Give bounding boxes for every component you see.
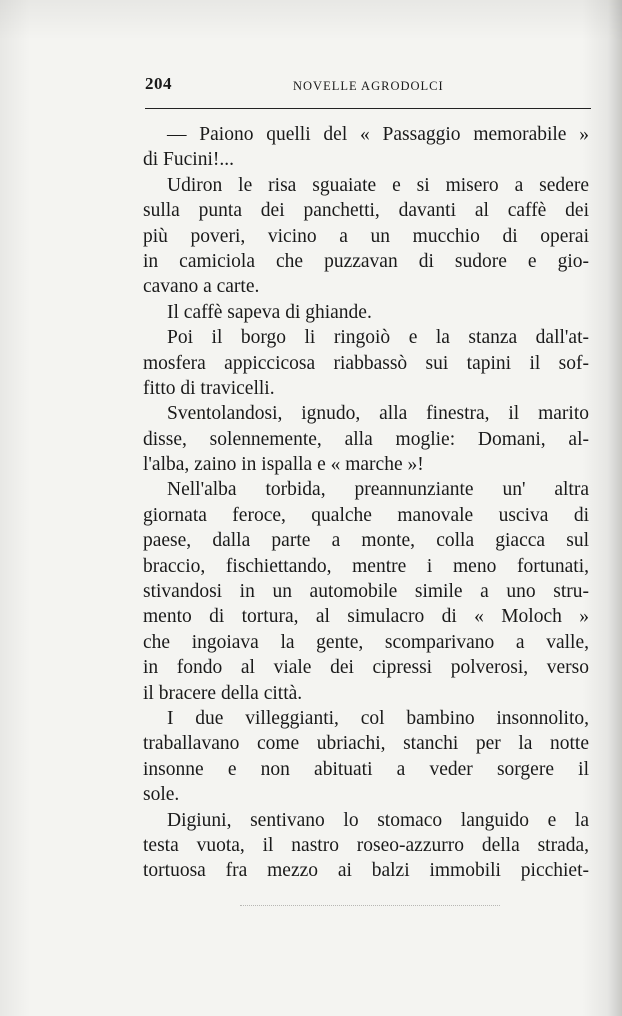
text-line: sulla punta dei panchetti, davanti al caffè dei: [143, 200, 589, 222]
header-rule: [145, 108, 591, 109]
text-line: cavano a carte.: [143, 276, 260, 298]
text-line: Udiron le risa sguaiate e si misero a sedere: [167, 174, 589, 196]
text-line: che ingoiava la gente, scomparivano a valle,: [143, 631, 589, 653]
text-line: sole.: [143, 784, 180, 806]
text-line: di Fucini!...: [143, 149, 234, 171]
text-line: stivandosi in un automobile simile a uno stru-: [143, 581, 589, 603]
text-line: braccio, fischiettando, mentre i meno fortunati,: [143, 555, 589, 577]
text-line: Nell'alba torbida, preannunziante un' altra: [167, 479, 589, 501]
text-line: I due villeggianti, col bambino insonnolito,: [167, 707, 589, 729]
running-title: NOVELLE AGRODOLCI: [293, 79, 444, 93]
text-line: mosfera appiccicosa riabbassò sui tapini il sof-: [143, 352, 589, 374]
text-line: insonne e non abituati a veder sorgere il: [143, 758, 589, 780]
text-line: Poi il borgo li ringoiò e la stanza dall'at-: [167, 327, 589, 349]
page-number: 204: [145, 74, 172, 93]
text-line: paese, dalla parte a monte, colla giacca sul: [143, 530, 589, 552]
text-line: tortuosa fra mezzo ai balzi immobili picchiet-: [143, 860, 589, 882]
text-line: in camiciola che puzzavan di sudore e gio-: [143, 250, 589, 272]
text-line: Il caffè sapeva di ghiande.: [167, 301, 372, 323]
text-line: — Paiono quelli del « Passaggio memorabile »: [167, 124, 589, 145]
page-header: [145, 74, 590, 98]
text-line: Sventolandosi, ignudo, alla finestra, il marito: [167, 403, 589, 425]
text-line: testa vuota, il nastro roseo-azzurro della strada,: [143, 834, 589, 856]
text-line: più poveri, vicino a un mucchio di operai: [143, 225, 589, 247]
text-line: giornata feroce, qualche manovale usciva di: [143, 504, 589, 526]
text-line: in fondo al viale dei cipressi polverosi, verso: [143, 657, 589, 679]
text-line: fitto di travicelli.: [143, 377, 275, 399]
text-line: disse, solennemente, alla moglie: Domani, al-: [143, 428, 589, 450]
body-text: [143, 122, 589, 884]
text-line: il bracere della città.: [143, 682, 303, 704]
text-line: mento di tortura, al simulacro di « Moloch »: [143, 606, 589, 628]
text-line: traballavano come ubriachi, stanchi per la notte: [143, 733, 589, 755]
text-line: l'alba, zaino in ispalla e « marche »!: [143, 454, 424, 476]
scan-artifact: [240, 905, 500, 907]
text-line: Digiuni, sentivano lo stomaco languido e la: [167, 809, 589, 831]
